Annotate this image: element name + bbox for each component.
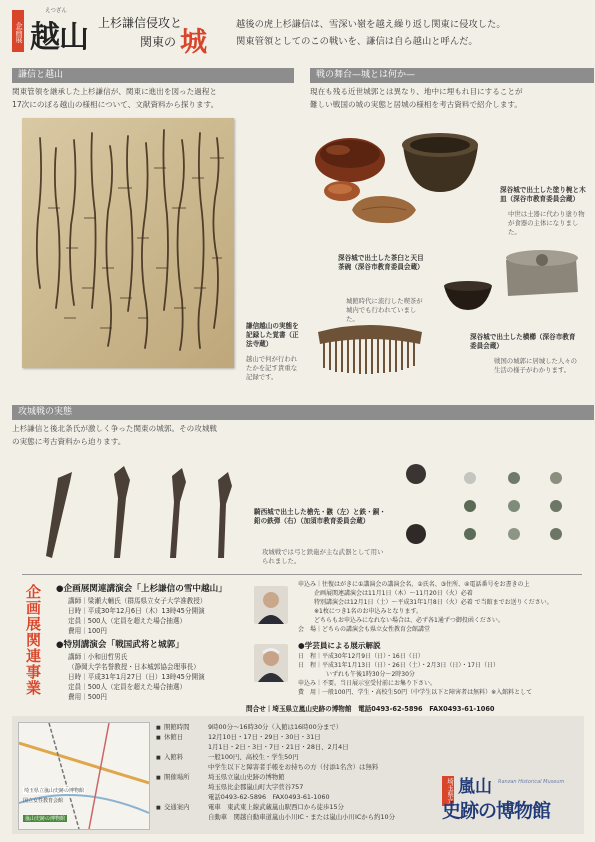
logo-name-line2: 史跡の博物館 (442, 800, 551, 822)
info-row (156, 732, 436, 742)
apply-box (298, 580, 584, 634)
tea-caption-body: 城館時代に流行した喫茶が城内でも行われていました。 (346, 297, 423, 323)
gallery-line: 日 程｜平成30年12月9日（日）・16日（日） (298, 653, 424, 660)
bowls-caption-title: 深谷城で出土した塗り椀と木皿（深谷市教育委員会蔵） (500, 186, 586, 203)
bullets-image (396, 456, 582, 560)
info-row (156, 762, 436, 772)
logo-english: Ranzan Historical Museum (498, 779, 565, 785)
spearheads-image (22, 458, 242, 570)
section-title-siege: 攻城戦の実態 (12, 405, 594, 420)
events-divider (22, 574, 582, 575)
info-row (156, 802, 436, 812)
lecture1-fee: 費用｜100円 (68, 627, 107, 635)
weapons-caption-title: 騎西城で出土した槍先・鏃（左）と鉄・銅・鉛の鉄弾（右）（加須市教育委員会蔵） (254, 508, 386, 525)
square-bullet-icon: ■ (156, 805, 161, 811)
lecturer2-portrait (254, 644, 288, 682)
lacquer-cup-image (322, 178, 362, 204)
info-row-value: 9時00分〜16時30分（入館は16時00分まで） (208, 723, 343, 731)
section3-text-line2: の実態に考古資料から迫ります。 (12, 437, 126, 446)
museum-logo (440, 768, 580, 830)
exhibition-badge: 企画展 (12, 10, 24, 52)
lecture2-fee: 費用｜500円 (68, 693, 107, 701)
bullet-icon: ● (298, 641, 305, 650)
lecture1-capacity: 定員｜500人（定員を超えた場合抽選） (68, 617, 187, 625)
lead-line1: 越後の虎上杉謙信は、雪深い嶺を越え繰り返し関東に侵攻した。 (236, 19, 506, 30)
lecture1-title (56, 582, 227, 594)
info-row (156, 742, 436, 752)
wooden-bowl-image (398, 120, 483, 200)
info-row-value: 電車 東武東上線武蔵嵐山駅西口から徒歩15分 (208, 803, 344, 811)
lecture1-date: 日時｜平成30年12月6日（木）13時45分開演 (68, 607, 205, 615)
info-table (156, 722, 436, 822)
apply-line: どちらもお申込みになれない場合は、必ず各1通ずつ御投函ください。 (314, 617, 504, 624)
section-title-castle: 戦の舞台—城とは何か— (310, 68, 594, 83)
info-row (156, 722, 436, 732)
lead-line2: 関東管領としてのこの戦いを、謙信は自ら越山と呼んだ。 (236, 36, 478, 47)
gallery-talk-title-text: 学芸員による展示解説 (304, 641, 381, 650)
tea-caption-title: 深谷城で出土した茶臼と天目茶碗（深谷市教育委員会蔵） (338, 254, 424, 271)
weapons-caption-body: 攻城戦では弓と鉄砲が主な武器として用いられました。 (262, 548, 384, 565)
gallery-line: 費 用｜一般100円、学生・高校生50円（中学生以下と障害者は無料）※入館料として (298, 689, 533, 696)
section-title-kenshin: 謙信と越山 (12, 68, 294, 83)
gallery-line: 日 程｜平成31年1月13日（日）・26日（土）・2月3日（日）・17日（日） (298, 662, 499, 669)
comb-caption-title: 深谷城で出土した横櫛（深谷市教育委員会蔵） (470, 333, 576, 350)
square-bullet-icon: ■ (156, 735, 161, 741)
info-row-value: 一般100円、高校生・学生50円 (208, 753, 299, 761)
gallery-talk-box (298, 652, 584, 697)
apply-line: 申込み｜往復はがきに①講演会の講演会名、②氏名、③住所、④電話番号をお書きの上 (298, 581, 530, 588)
tea-mill-image (496, 240, 586, 302)
manuscript-caption-title: 謙信越山の実態を記録した覚書（正法寺蔵） (246, 322, 299, 348)
manuscript-script (22, 118, 234, 368)
info-row (156, 782, 436, 792)
info-row-label: 交通案内 (164, 803, 190, 811)
gallery-line: 申込み｜不要。当日展示室受付前にお集り下さい。 (298, 680, 437, 687)
map-roads (19, 723, 149, 829)
bullet-icon: ● (56, 584, 64, 594)
info-row (156, 772, 436, 782)
info-row-label: 休館日 (164, 733, 184, 741)
section1-text-line1: 関東管領を継承した上杉謙信が、関東に進出を図った過程と (12, 87, 218, 96)
square-bullet-icon: ■ (156, 755, 161, 761)
logo-name-line1: 嵐山 (458, 777, 492, 797)
info-row-value: 埼玉県比企郡嵐山町大字菅谷757 (208, 783, 304, 791)
map-label-nwec: 国立女性教育会館 (23, 798, 64, 804)
apply-line: 特別講演会は12月1日（土）〜平成31年1月8日（火）必着 で当館までお送りください。 (314, 599, 553, 606)
info-row (156, 792, 436, 802)
lecture2-lecturer-affiliation: （静岡大学名誉教授・日本城郭協会理事長） (68, 663, 200, 671)
lecture2-capacity: 定員｜500人（定員を超えた場合抽選） (68, 683, 187, 691)
lecture2-title (56, 638, 184, 650)
info-row-value: 1月1日・2日・3日・7日・21日・28日、2月4日 (208, 743, 349, 751)
apply-line: ※1枚につき1名のお申込みとなります。 (314, 608, 423, 615)
square-bullet-icon: ■ (156, 725, 161, 731)
lecture2-date: 日時｜平成31年1月27日（日）13時45分開演 (68, 673, 205, 681)
manuscript-image (22, 118, 234, 368)
subtitle-line2: 関東の (140, 35, 177, 49)
apply-line: 会 場｜どちらの講演会も県立女性教育会館講堂 (298, 626, 431, 633)
lecture2-lecturer: 講師｜小和田哲男氏 (68, 653, 128, 661)
info-rows (156, 722, 436, 822)
tenmoku-bowl-image (440, 278, 496, 312)
gallery-line: いずれも午後1時30分〜2時30分 (326, 671, 415, 678)
map-label-museum-box: 嵐山史跡の博物館 (25, 816, 66, 822)
lecturer1-portrait (254, 586, 288, 624)
contact-line: 問合せ｜埼玉県立嵐山史跡の博物館 電話0493-62-5896 FAX0493-61-1060 (246, 705, 495, 713)
section2-text-line1: 現在も残る近世城郭とは異なり、地中に埋もれ目にすることが (310, 87, 523, 96)
info-row-value: 中学生以下と障害者手帳をお持ちの方（付添1名含）は無料 (208, 763, 379, 771)
comb-caption-body: 戦国の城郭に居城した人々の生活の様子がわかります。 (494, 357, 578, 374)
subtitle-castle: 城 (180, 27, 207, 58)
info-row-label: 開催場所 (164, 773, 190, 781)
square-bullet-icon: ■ (156, 775, 161, 781)
events-vertical-label: 企画展関連事業 (24, 584, 42, 696)
info-row (156, 812, 436, 822)
comb-image (310, 318, 430, 376)
info-row-label: 開館時間 (164, 723, 190, 731)
section3-text-line1: 上杉謙信と後北条氏が激しく争った関東の城郭。その攻城戦 (12, 424, 218, 433)
map-label-museum: 埼玉県立嵐山史跡の博物館 (24, 788, 85, 794)
title-ruby: えつざん (45, 8, 67, 14)
section2-text-line2: 難しい戦国の城の実態と居城の様相を考古資料で紹介します。 (310, 100, 523, 109)
info-row-value: 自動車 関越自動車道嵐山小川IC・または嵐山小川ICから約10分 (208, 813, 395, 821)
gallery-talk-title (298, 640, 381, 651)
lecture1-lecturer: 講師｜梁瀬大輔氏（群馬県立女子大学准教授） (68, 597, 207, 605)
logo-pref-box: 埼玉県立 (442, 776, 454, 806)
manuscript-caption-body: 越山で何が行われたかを記す貴重な記録です。 (246, 355, 298, 381)
access-map (18, 722, 150, 830)
info-row-value: 電話0493-62-5896 FAX0493-61-1060 (208, 793, 330, 801)
bullet-icon: ● (56, 640, 64, 650)
lecture2-title-text: 特別講演会「戦国武将と城郭」 (63, 640, 184, 650)
bowls-caption-body: 中世は土器に代わり塗り物が食器の主体になりました。 (508, 210, 585, 236)
apply-line: 企画展関連講演会は11月1日（木）〜11月20日（火）必着 (314, 590, 473, 597)
subtitle-line1: 上杉謙信侵攻と (98, 16, 183, 30)
info-row-value: 12月10日・17日・29日・30日・31日 (208, 733, 321, 741)
info-row (156, 752, 436, 762)
section1-text-line2: 17次にのぼる越山の様相について、文献資料から探ります。 (12, 100, 219, 109)
info-row-value: 埼玉県立嵐山史跡の博物館 (208, 773, 285, 781)
lecture1-title-text: 企画展関連講演会「上杉謙信の雪中越山」 (63, 584, 227, 594)
info-row-label: 入館料 (164, 753, 184, 761)
title-kanji: 越山 (30, 20, 88, 55)
